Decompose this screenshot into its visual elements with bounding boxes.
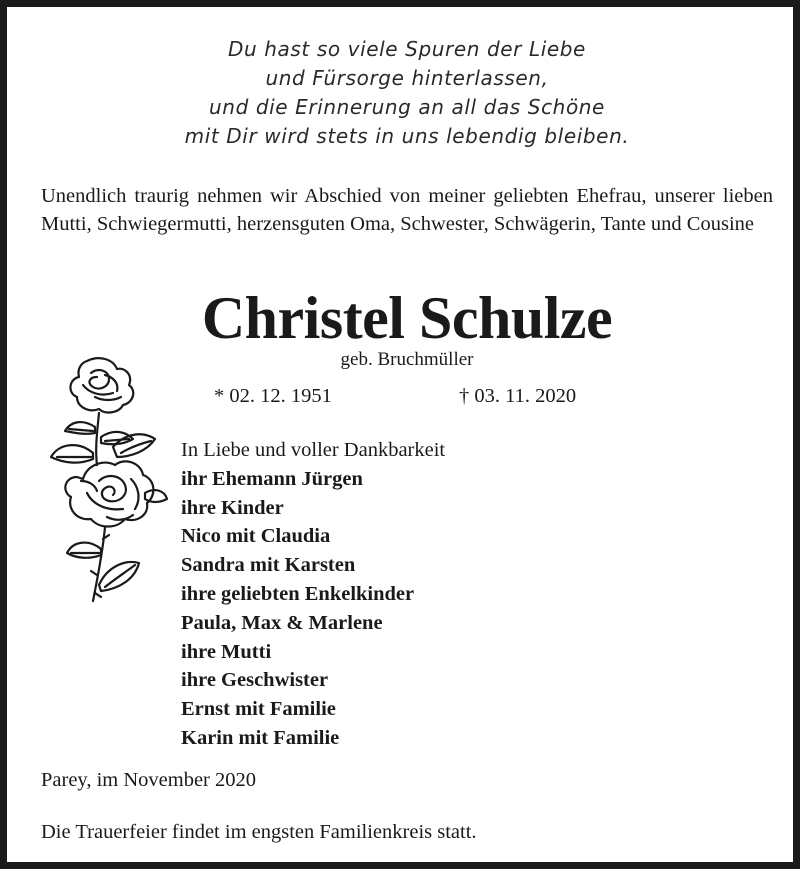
poem-line: mit Dir wird stets in uns lebendig bleiben.: [184, 124, 630, 148]
rose-icon: [47, 353, 172, 611]
birth-date: * 02. 12. 1951: [214, 385, 332, 407]
mourner-line: ihr Ehemann Jürgen: [181, 467, 363, 490]
mourner-line: ihre Mutti: [181, 640, 272, 663]
poem: [7, 35, 800, 151]
mourner-line: Sandra mit Karsten: [181, 554, 356, 577]
mourner-line: Karin mit Familie: [181, 726, 340, 749]
poem-line: und die Erinnerung an all das Schöne: [209, 95, 605, 119]
maiden-name: geb. Bruchmüller: [340, 349, 474, 370]
mourners-list: [181, 436, 741, 753]
mourner-line: In Liebe und voller Dankbarkeit: [181, 439, 446, 461]
mourner-line: ihre geliebten Enkelkinder: [181, 582, 415, 605]
death-date: † 03. 11. 2020: [459, 385, 577, 407]
place-date: Parey, im November 2020: [41, 769, 257, 791]
poem-line: Du hast so viele Spuren der Liebe: [228, 37, 586, 61]
mourner-line: ihre Kinder: [181, 496, 284, 519]
poem-line: und Fürsorge hinterlassen,: [265, 66, 549, 90]
intro-text: Unendlich traurig nehmen wir Abschied von meiner geliebten Ehefrau, unserer lieben Mutti, Schwiegermutti, herzensguten Oma, Schwester, Schwägerin, Tante und Cousine: [41, 185, 773, 235]
mourner-line: Paula, Max & Marlene: [181, 611, 383, 634]
mourner-line: Nico mit Claudia: [181, 525, 331, 548]
mourner-line: Ernst mit Familie: [181, 698, 336, 721]
deceased-name: Christel Schulze: [201, 285, 613, 351]
mourner-line: ihre Geschwister: [181, 669, 329, 692]
funeral-note: Die Trauerfeier findet im engsten Familienkreis statt.: [41, 821, 477, 843]
